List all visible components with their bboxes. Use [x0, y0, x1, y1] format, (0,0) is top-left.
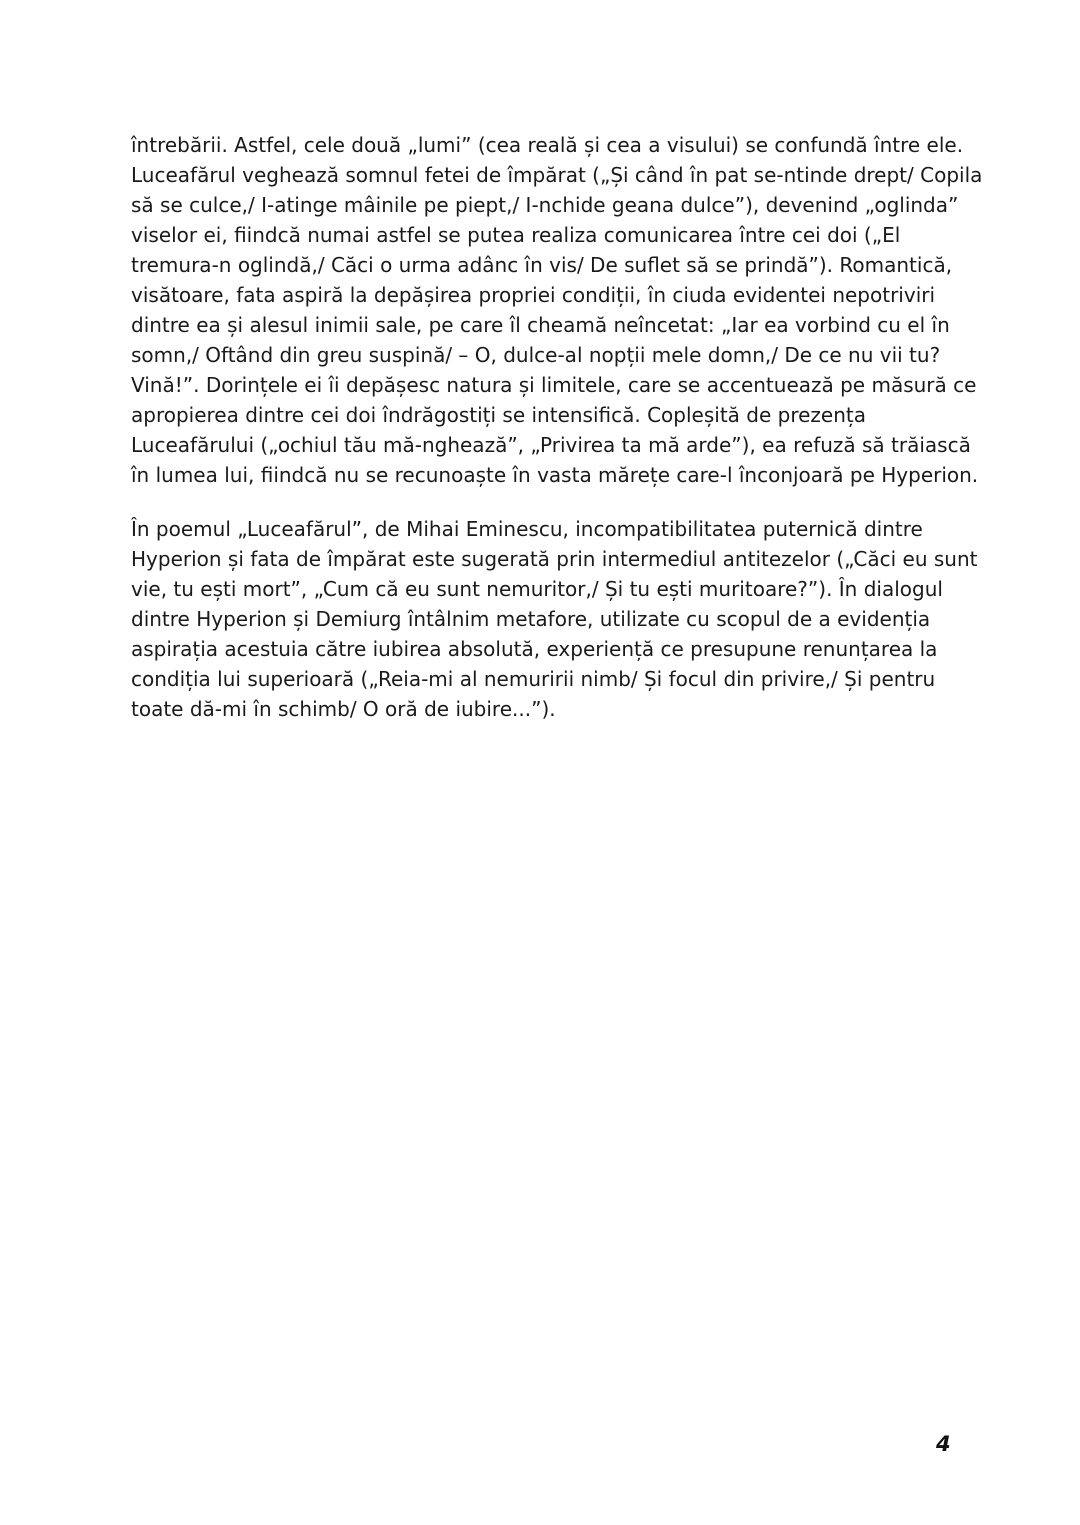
text-line: viselor ei, fiindcă numai astfel se putea realiza comunicarea între cei doi („El	[131, 223, 901, 247]
text-line: visătoare, fata aspiră la depășirea propriei condiții, în ciuda evidentei nepotriviri	[131, 283, 936, 307]
text-line: dintre Hyperion și Demiurg întâlnim metafore, utilizate cu scopul de a evidenția	[131, 607, 931, 631]
text-line: În poemul „Luceafărul”, de Mihai Eminescu, incompatibilitatea puternică dintre	[131, 517, 923, 541]
text-line: Luceafărul veghează somnul fetei de împărat („Și când în pat se-ntinde drept/ Copila	[131, 163, 983, 187]
text-line: Vină!”. Dorințele ei îi depășesc natura și limitele, care se accentuează pe măsură ce	[131, 373, 977, 397]
text-line: să se culce,/ I-atinge mâinile pe piept,/ I-nchide geana dulce”), devenind „oglinda”	[131, 193, 959, 217]
text-line: întrebării. Astfel, cele două „lumi” (cea reală și cea a visului) se confundă între ele.	[131, 133, 964, 157]
text-line: în lumea lui, fiindcă nu se recunoaște în vasta mărețe care-l înconjoară pe Hyperion.	[131, 463, 979, 487]
paragraph-2	[131, 514, 978, 724]
text-line: dintre ea și alesul inimii sale, pe care îl cheamă neîncetat: „Iar ea vorbind cu el în	[131, 313, 950, 337]
text-line: vie, tu ești mort”, „Cum că eu sunt nemuritor,/ Și tu ești muritoare?”). În dialogul	[131, 577, 943, 601]
text-line: apropierea dintre cei doi îndrăgostiți se intensifică. Copleșită de prezența	[131, 403, 866, 427]
text-line: condiția lui superioară („Reia-mi al nemuririi nimb/ Și focul din privire,/ Și pentru	[131, 667, 936, 691]
text-line: Luceafărului („ochiul tău mă-nghează”, „Privirea ta mă arde”), ea refuză să trăiască	[131, 433, 971, 457]
text-line: somn,/ Oftând din greu suspină/ – O, dulce-al nopții mele domn,/ De ce nu vii tu?	[131, 343, 941, 367]
text-line: Hyperion și fata de împărat este sugerată prin intermediul antitezelor („Căci eu sunt	[131, 547, 978, 571]
text-line: aspirația acestuia către iubirea absolută, experiență ce presupune renunțarea la	[131, 637, 938, 661]
page-number: 4	[936, 1432, 951, 1456]
text-line: tremura-n oglindă,/ Căci o urma adânc în vis/ De suflet să se prindă”). Romantică,	[131, 253, 953, 277]
paragraph-1	[131, 130, 983, 490]
text-line: toate dă-mi în schimb/ O oră de iubire...”).	[131, 697, 556, 721]
